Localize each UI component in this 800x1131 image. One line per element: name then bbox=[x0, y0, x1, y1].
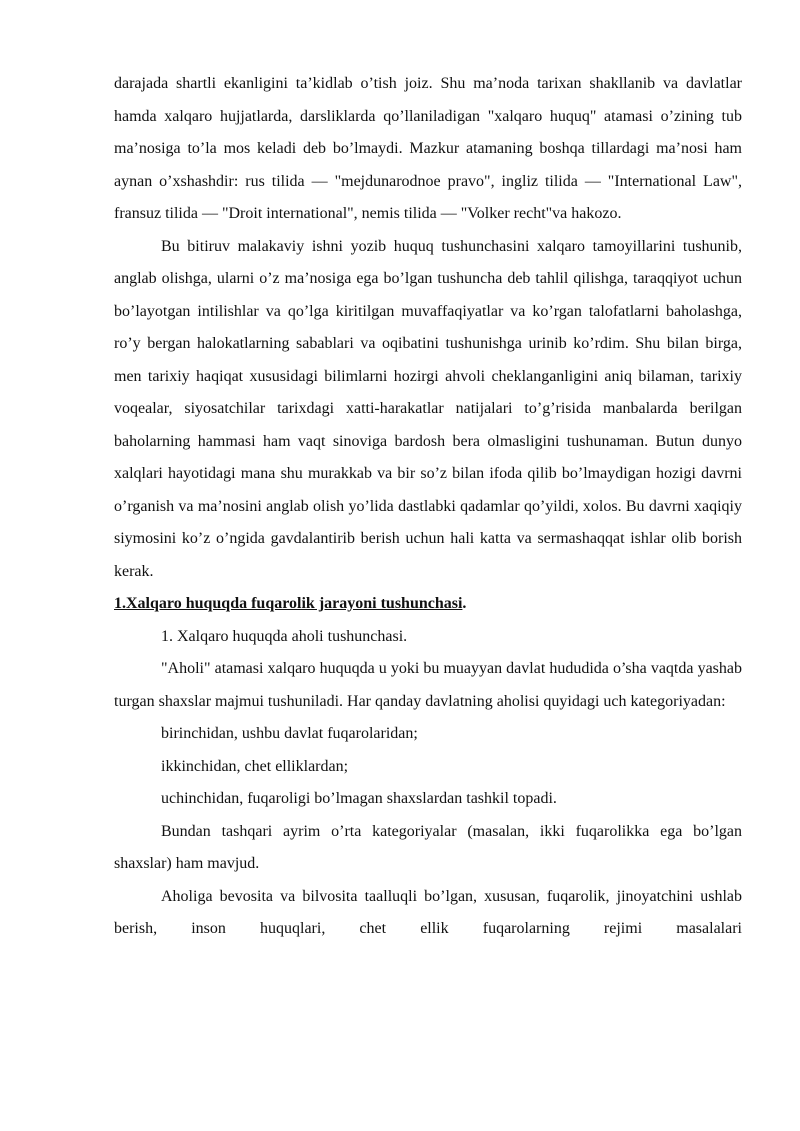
paragraph-bitiruv-ishi: Bu bitiruv malakaviy ishni yozib huquq tushunchasini xalqaro tamoyillarini tushunib, anglab olishga, ularni o’z ma’nosiga ega bo’lgan tushuncha deb tahlil qilishga, taraqqiyot uchun bo’layotgan intilishlar va qo’lga kiritilgan muvaffaqiyatlar va ko’rgan talofatlarni baholashga, ro’y bergan halokatlarning sabablari va oqibatini tushunishga urinib ko’rdim. Shu bilan birga, men tarixiy haqiqat xususidagi bilimlarni hozirgi ahvoli cheklanganligini aniq bilaman, tarixiy voqealar, siyosatchilar tarixdagi xatti-harakatlar natijalari to’g’risida manbalarda berilgan baholarning hammasi ham vaqt sinoviga bardosh bera olmasligini tushunaman. Butun dunyo xalqlari hayotidagi mana shu murakkab va bir so’z bilan ifoda qilib bo’lmaydigan hozigi davrni o’rganish va ma’nosini anglab olish yo’lida dastlabki qadamlar qo’yildi, xolos. Bu davrni xaqiqiy siymosini ko’z o’ngida gavdalantirib berish uchun hali katta va sermashaqqat ishlar olib borish kerak. bbox=[114, 237, 742, 580]
paragraph-orta-kategoriyalar: Bundan tashqari ayrim o’rta kategoriyalar (masalan, ikki fuqarolikka ega bo’lgan shaxslar) ham mavjud. bbox=[114, 822, 742, 872]
paragraph-aholiga-taalluqli: Aholiga bevosita va bilvosita taalluqli bo’lgan, xususan, fuqarolik, jinoyatchini ushlab berish, inson huquqlari, chet ellik fuqarolarning rejimi masalalari bbox=[114, 887, 742, 937]
list-item-birinchidan: birinchidan, ushbu davlat fuqarolaridan; bbox=[161, 725, 418, 742]
paragraph-atama-meaning: darajada shartli ekanligini ta’kidlab o’tish joiz. Shu ma’noda tarixan shakllanib va davlatlar hamda xalqaro hujjatlarda, darsliklarda qo’llaniladigan "xalqaro huquq" atamasi o’zining tub ma’nosiga to’la mos keladi deb bo’lmaydi. Mazkur atamaning boshqa tillardagi ma’nosi ham aynan o’xshashdir: rus tilida — "mejdunarodnoe pravo", ingliz tilida — "International Law", fransuz tilida — "Droit international", nemis tilida — "Volker recht"va hakozo. bbox=[114, 75, 742, 222]
list-item-ikkinchidan: ikkinchidan, chet elliklardan; bbox=[161, 757, 349, 775]
list-item-uchinchidan: uchinchidan, fuqaroligi bo’lmagan shaxslardan tashkil topadi. bbox=[161, 790, 557, 807]
section-heading bbox=[114, 588, 742, 621]
section-heading-period: . bbox=[462, 595, 467, 612]
paragraph-aholi-definition: "Aholi" atamasi xalqaro huquqda u yoki bu muayyan davlat hududida o’sha vaqtda yashab turgan shaxslar majmui tushuniladi. Har qanday davlatning aholisi quyidagi uch kategoriyadan: bbox=[114, 660, 742, 710]
document-page bbox=[114, 68, 742, 946]
subsection-heading: 1. Xalqaro huquqda aholi tushunchasi. bbox=[161, 627, 408, 645]
section-heading-text: 1.Xalqaro huquqda fuqarolik jarayoni tushunchasi bbox=[114, 595, 463, 612]
